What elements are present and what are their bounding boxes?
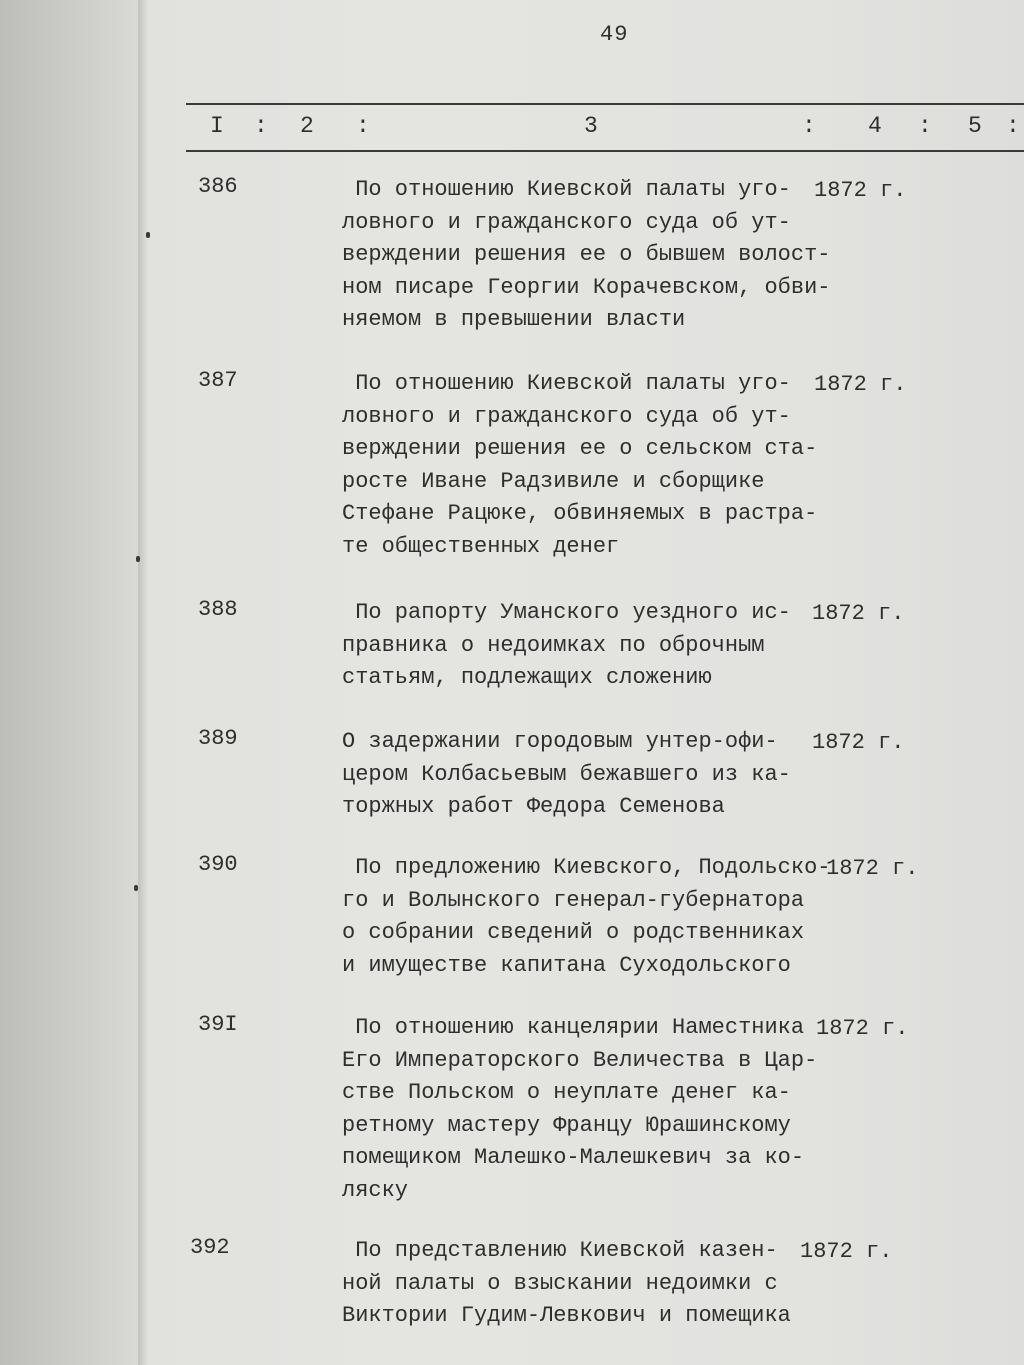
column-header-3: 3 [584, 113, 598, 139]
entry-line: верждении решения ее о бывшем волост- [342, 242, 831, 267]
entry-line: Его Императорского Величества в Цар- [342, 1047, 818, 1073]
entry-line: те общественных денег [342, 533, 620, 559]
entry-line: статьям, подлежащих сложению [342, 665, 712, 690]
entry-line: ном писаре Георгии Корачевском, обви- [342, 274, 831, 300]
entry-line: го и Волынского генерал-губернатора [342, 887, 805, 913]
header-bottom-rule [186, 150, 1024, 152]
entry-number: 390 [198, 852, 238, 877]
column-separator: : [1006, 113, 1020, 139]
entry-line: ловного и гражданского суда об ут- [342, 403, 791, 429]
entry-line: По отношению канцелярии Наместника [342, 1015, 805, 1040]
entry-year: 1872 г. [814, 372, 907, 397]
entry-number: 39I [198, 1012, 238, 1037]
entry-line: О задержании городовым унтер-офи- [342, 729, 778, 754]
entry-line: торжных работ Федора Семенова [342, 794, 725, 819]
entry-number: 392 [190, 1235, 230, 1260]
entry-line: цером Колбасьевым бежавшего из ка- [342, 761, 791, 787]
entry-line: По отношению Киевской палаты уго- [342, 177, 791, 202]
column-separator: : [918, 113, 932, 139]
entry-description [342, 368, 818, 563]
entry-description [342, 852, 831, 982]
entry-number: 386 [198, 174, 238, 199]
entry-description [342, 1235, 812, 1333]
entry-line: По рапорту Уманского уездного ис- [342, 600, 791, 625]
entry-line: о собрании сведений о родственниках [342, 920, 805, 945]
margin-mark [146, 232, 150, 238]
margin-mark [136, 556, 140, 562]
entry-description [342, 597, 812, 695]
column-header-5: 5 [968, 113, 982, 139]
entry-year: 1872 г. [812, 601, 905, 626]
entry-line: ной палаты о взыскании недоимки с [342, 1270, 778, 1296]
column-separator: : [254, 113, 268, 139]
entry-line: ляску [342, 1177, 409, 1203]
entry-line: няемом в превышении власти [342, 307, 686, 332]
entry-year: 1872 г. [816, 1016, 909, 1041]
entry-description [342, 1012, 818, 1207]
column-separator: : [802, 113, 816, 139]
entry-line: Стефане Рацюке, обвиняемых в растра- [342, 501, 818, 526]
entry-line: По отношению Киевской палаты уго- [342, 371, 791, 396]
entry-line: ловного и гражданского суда об ут- [342, 209, 791, 235]
entry-number: 387 [198, 368, 238, 393]
margin-mark [134, 885, 138, 891]
entry-line: стве Польском о неуплате денег ка- [342, 1080, 791, 1105]
entry-year: 1872 г. [814, 178, 907, 203]
column-header-4: 4 [868, 113, 882, 139]
column-header-1: I [210, 113, 224, 139]
entry-line: По представлению Киевской казен- [342, 1238, 778, 1263]
entry-line: помещиком Малешко-Малешкевич за ко- [342, 1145, 805, 1170]
header-top-rule [186, 103, 1024, 105]
entry-line: правника о недоимках по оброчным [342, 632, 765, 658]
entry-line: ретному мастеру Францу Юрашинскому [342, 1112, 791, 1138]
entry-number: 388 [198, 597, 238, 622]
entry-description [342, 174, 831, 337]
column-header-2: 2 [300, 113, 314, 139]
page-binding-shadow [138, 0, 148, 1365]
entry-year: 1872 г. [800, 1239, 893, 1264]
entry-description [342, 726, 812, 824]
column-separator: : [356, 113, 370, 139]
entry-year: 1872 г. [812, 730, 905, 755]
page-number: 49 [600, 22, 629, 47]
entry-line: Виктории Гудим-Левкович и помещика [342, 1303, 791, 1328]
entry-year: 1872 г. [826, 856, 919, 881]
entry-line: По предложению Киевского, Подольско- [342, 855, 831, 880]
entry-number: 389 [198, 726, 238, 751]
entry-line: росте Иване Радзивиле и сборщике [342, 468, 765, 494]
entry-line: верждении решения ее о сельском ста- [342, 436, 818, 461]
entry-line: и имуществе капитана Суходольского [342, 952, 791, 978]
